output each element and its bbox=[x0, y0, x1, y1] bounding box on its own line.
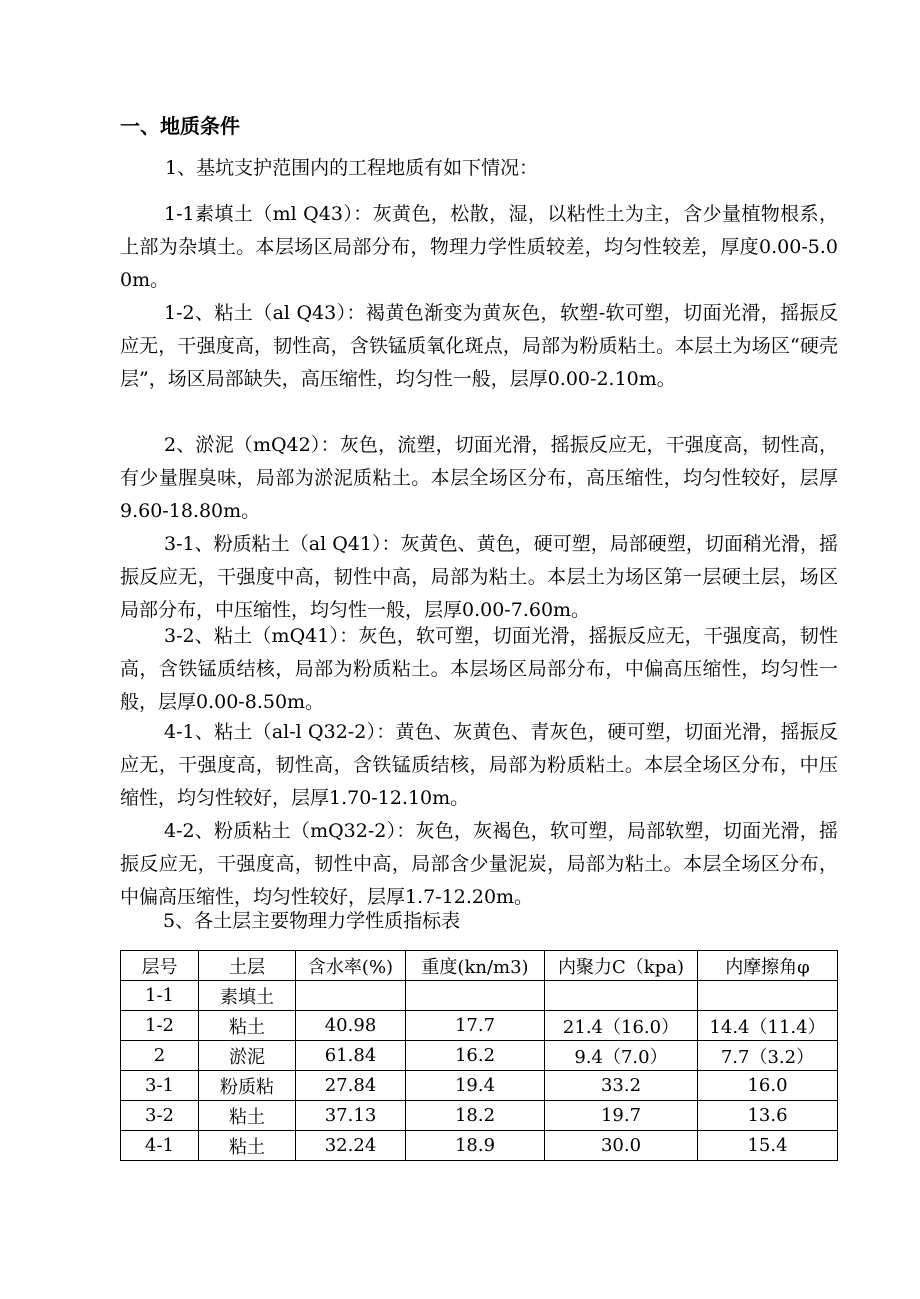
header-cell: 重度(kn/m3) bbox=[406, 951, 545, 981]
table-caption: 5、各土层主要物理力学性质指标表 bbox=[163, 910, 461, 932]
table-cell: 19.4 bbox=[406, 1071, 545, 1101]
table-cell: 19.7 bbox=[545, 1101, 698, 1131]
header-cell: 土层 bbox=[199, 951, 296, 981]
table-cell: 4-1 bbox=[121, 1131, 199, 1161]
table-row bbox=[121, 1131, 838, 1161]
paragraph-4-2: 4-2、粉质粘土（mQ32-2）：灰色，灰褐色，软可塑，局部软塑，切面光滑，摇振反应无，干强度高，韧性中高，局部含少量泥炭，局部为粘土。本层全场区分布，中偏高压缩性，均匀性较好，层厚1.7-12.20m。 bbox=[120, 820, 838, 908]
table-cell: 18.2 bbox=[406, 1101, 545, 1131]
paragraph-3-1: 3-1、粉质粘土（al Q41）：灰黄色、黄色，硬可塑，局部硬塑，切面稍光滑，摇振反应无，干强度中高，韧性中高，局部为粘土。本层土为场区第一层硬土层，场区局部分布，中压缩性，均匀性一般，层厚0.00-7.60m。 bbox=[120, 533, 838, 621]
table-cell: 2 bbox=[121, 1041, 199, 1071]
table-cell: 粘土 bbox=[199, 1101, 296, 1131]
paragraph-3-2: 3-2、粘土（mQ41）：灰色，软可塑，切面光滑，摇振反应无，干强度高，韧性高，含铁锰质结核，局部为粉质粘土。本层场区局部分布，中偏高压缩性，均匀性一般，层厚0.00-8.50m。 bbox=[120, 625, 838, 713]
table-cell: 粘土 bbox=[199, 1131, 296, 1161]
section-heading: 一、地质条件 bbox=[120, 114, 240, 138]
header-cell: 层号 bbox=[121, 951, 199, 981]
table-cell: 40.98 bbox=[296, 1011, 406, 1041]
table-cell: 32.24 bbox=[296, 1131, 406, 1161]
intro-line: 1、基坑支护范围内的工程地质有如下情况： bbox=[165, 157, 539, 179]
table-cell: 30.0 bbox=[545, 1131, 698, 1161]
table-cell: 3-2 bbox=[121, 1101, 199, 1131]
paragraph-1-1: 1-1素填土（ml Q43）：灰黄色，松散，湿，以粘性土为主，含少量植物根系，上部为杂填土。本层场区局部分布，物理力学性质较差，均匀性较差，厚度0.00-5.00m。 bbox=[120, 203, 838, 291]
paragraph-2: 2、淤泥（mQ42）：灰色，流塑，切面光滑，摇振反应无，干强度高，韧性高，有少量腥臭味，局部为淤泥质粘土。本层全场区分布，高压缩性，均匀性较好，层厚9.60-18.80m。 bbox=[120, 434, 838, 522]
table-cell bbox=[698, 981, 838, 1011]
table-row bbox=[121, 1011, 838, 1041]
table-cell: 18.9 bbox=[406, 1131, 545, 1161]
header-cell: 含水率(%) bbox=[296, 951, 406, 981]
header-cell: 内摩擦角φ bbox=[698, 951, 838, 981]
table-cell: 粉质粘 bbox=[199, 1071, 296, 1101]
table-cell: 1-2 bbox=[121, 1011, 199, 1041]
table-cell: 13.6 bbox=[698, 1101, 838, 1131]
table-cell: 37.13 bbox=[296, 1101, 406, 1131]
table-cell: 粘土 bbox=[199, 1011, 296, 1041]
table-cell: 7.7（3.2） bbox=[698, 1041, 838, 1071]
table-cell: 16.2 bbox=[406, 1041, 545, 1071]
table-cell: 9.4（7.0） bbox=[545, 1041, 698, 1071]
table-cell bbox=[545, 981, 698, 1011]
table-cell: 素填土 bbox=[199, 981, 296, 1011]
table-cell: 27.84 bbox=[296, 1071, 406, 1101]
table-cell: 15.4 bbox=[698, 1131, 838, 1161]
table-row bbox=[121, 1071, 838, 1101]
paragraph-4-1: 4-1、粘土（al-l Q32-2）：黄色、灰黄色、青灰色，硬可塑，切面光滑，摇振反应无，干强度高，韧性高，含铁锰质结核，局部为粉质粘土。本层全场区分布，中压缩性，均匀性较好，层厚1.70-12.10m。 bbox=[120, 721, 838, 809]
paragraph-1-2: 1-2、粘土（al Q43）：褐黄色渐变为黄灰色，软塑-软可塑，切面光滑，摇振反应无，干强度高，韧性高，含铁锰质氧化斑点，局部为粉质粘土。本层土为场区“硬壳层”，场区局部缺失，高压缩性，均匀性一般，层厚0.00-2.10m。 bbox=[120, 302, 838, 390]
table-header-row bbox=[121, 951, 838, 981]
table-row bbox=[121, 981, 838, 1011]
table-cell: 61.84 bbox=[296, 1041, 406, 1071]
header-cell: 内聚力C（kpa) bbox=[545, 951, 698, 981]
table-cell: 1-1 bbox=[121, 981, 199, 1011]
table-cell: 3-1 bbox=[121, 1071, 199, 1101]
table-cell bbox=[406, 981, 545, 1011]
table-cell: 14.4（11.4） bbox=[698, 1011, 838, 1041]
table-cell bbox=[296, 981, 406, 1011]
table-cell: 淤泥 bbox=[199, 1041, 296, 1071]
table-row bbox=[121, 1101, 838, 1131]
table-cell: 33.2 bbox=[545, 1071, 698, 1101]
table-cell: 17.7 bbox=[406, 1011, 545, 1041]
table-cell: 21.4（16.0） bbox=[545, 1011, 698, 1041]
soil-properties-table bbox=[120, 950, 838, 1161]
table-cell: 16.0 bbox=[698, 1071, 838, 1101]
table-row bbox=[121, 1041, 838, 1071]
